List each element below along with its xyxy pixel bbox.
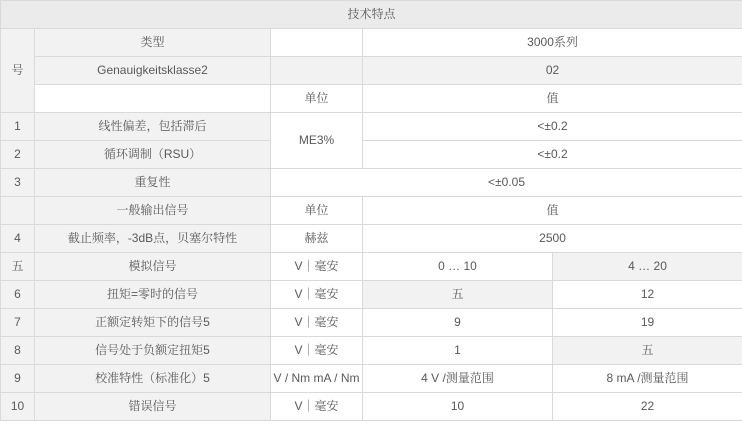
table-row [1, 29, 742, 57]
row-description: 循环调制（RSU） [35, 141, 271, 169]
row-number-group: 号 [1, 29, 35, 113]
row-value: <±0.2 [363, 113, 742, 141]
table-row [1, 225, 742, 253]
row-number: 1 [1, 113, 35, 141]
row-description: 截止频率，-3dB点，贝塞尔特性 [35, 225, 271, 253]
row-description [35, 85, 271, 113]
row-value-2: 22 [553, 393, 742, 421]
row-value: 3000系列 [363, 29, 742, 57]
row-description: 正额定转矩下的信号5 [35, 309, 271, 337]
row-description: 错误信号 [35, 393, 271, 421]
table-title: 技术特点 [1, 1, 742, 29]
row-number: 7 [1, 309, 35, 337]
table-row [1, 253, 742, 281]
row-number: 8 [1, 337, 35, 365]
row-value: 值 [363, 197, 742, 225]
row-value-1: 9 [363, 309, 553, 337]
row-unit [271, 57, 363, 85]
row-number: 6 [1, 281, 35, 309]
row-value: 02 [363, 57, 742, 85]
table-row [1, 113, 742, 141]
row-value-1: 1 [363, 337, 553, 365]
row-unit: V｜毫安 [271, 253, 363, 281]
row-value-2: 4 … 20 [553, 253, 742, 281]
table-body [1, 1, 742, 421]
row-number [1, 197, 35, 225]
table-row [1, 169, 742, 197]
row-unit: 赫兹 [271, 225, 363, 253]
row-unit: V｜毫安 [271, 281, 363, 309]
table-row [1, 281, 742, 309]
row-value-2: 19 [553, 309, 742, 337]
row-value-1: 4 V /测量范围 [363, 365, 553, 393]
row-number: 五 [1, 253, 35, 281]
row-description: 重复性 [35, 169, 271, 197]
table-row [1, 365, 742, 393]
row-unit: V｜毫安 [271, 309, 363, 337]
row-description: 类型 [35, 29, 271, 57]
table-row [1, 337, 742, 365]
row-value-1: 10 [363, 393, 553, 421]
row-unit: 单位 [271, 197, 363, 225]
row-unit [271, 29, 363, 57]
table-row [1, 309, 742, 337]
row-number: 10 [1, 393, 35, 421]
table-title-row [1, 1, 742, 29]
row-value-1: 0 … 10 [363, 253, 553, 281]
row-value-2: 8 mA /测量范围 [553, 365, 742, 393]
row-description: 信号处于负额定扭矩5 [35, 337, 271, 365]
row-description: 线性偏差，包括滞后 [35, 113, 271, 141]
row-description: 一般输出信号 [35, 197, 271, 225]
table-row [1, 197, 742, 225]
row-description: 扭矩=零时的信号 [35, 281, 271, 309]
row-value-2: 五 [553, 337, 742, 365]
table-row [1, 141, 742, 169]
row-description: 模拟信号 [35, 253, 271, 281]
row-value: <±0.2 [363, 141, 742, 169]
table-row [1, 393, 742, 421]
row-value: 值 [363, 85, 742, 113]
table-row [1, 57, 742, 85]
row-number: 4 [1, 225, 35, 253]
row-description: 校准特性（标准化）5 [35, 365, 271, 393]
row-value-1: 五 [363, 281, 553, 309]
row-number: 3 [1, 169, 35, 197]
row-unit: ME3% [271, 113, 363, 169]
row-value: 2500 [363, 225, 742, 253]
row-unit: V｜毫安 [271, 393, 363, 421]
row-number: 2 [1, 141, 35, 169]
row-description: Genauigkeitsklasse2 [35, 57, 271, 85]
table-row [1, 85, 742, 113]
row-value-2: 12 [553, 281, 742, 309]
row-value: <±0.05 [271, 169, 742, 197]
row-unit: V｜毫安 [271, 337, 363, 365]
row-unit: 单位 [271, 85, 363, 113]
row-unit: V / Nm mA / Nm [271, 365, 363, 393]
row-number: 9 [1, 365, 35, 393]
